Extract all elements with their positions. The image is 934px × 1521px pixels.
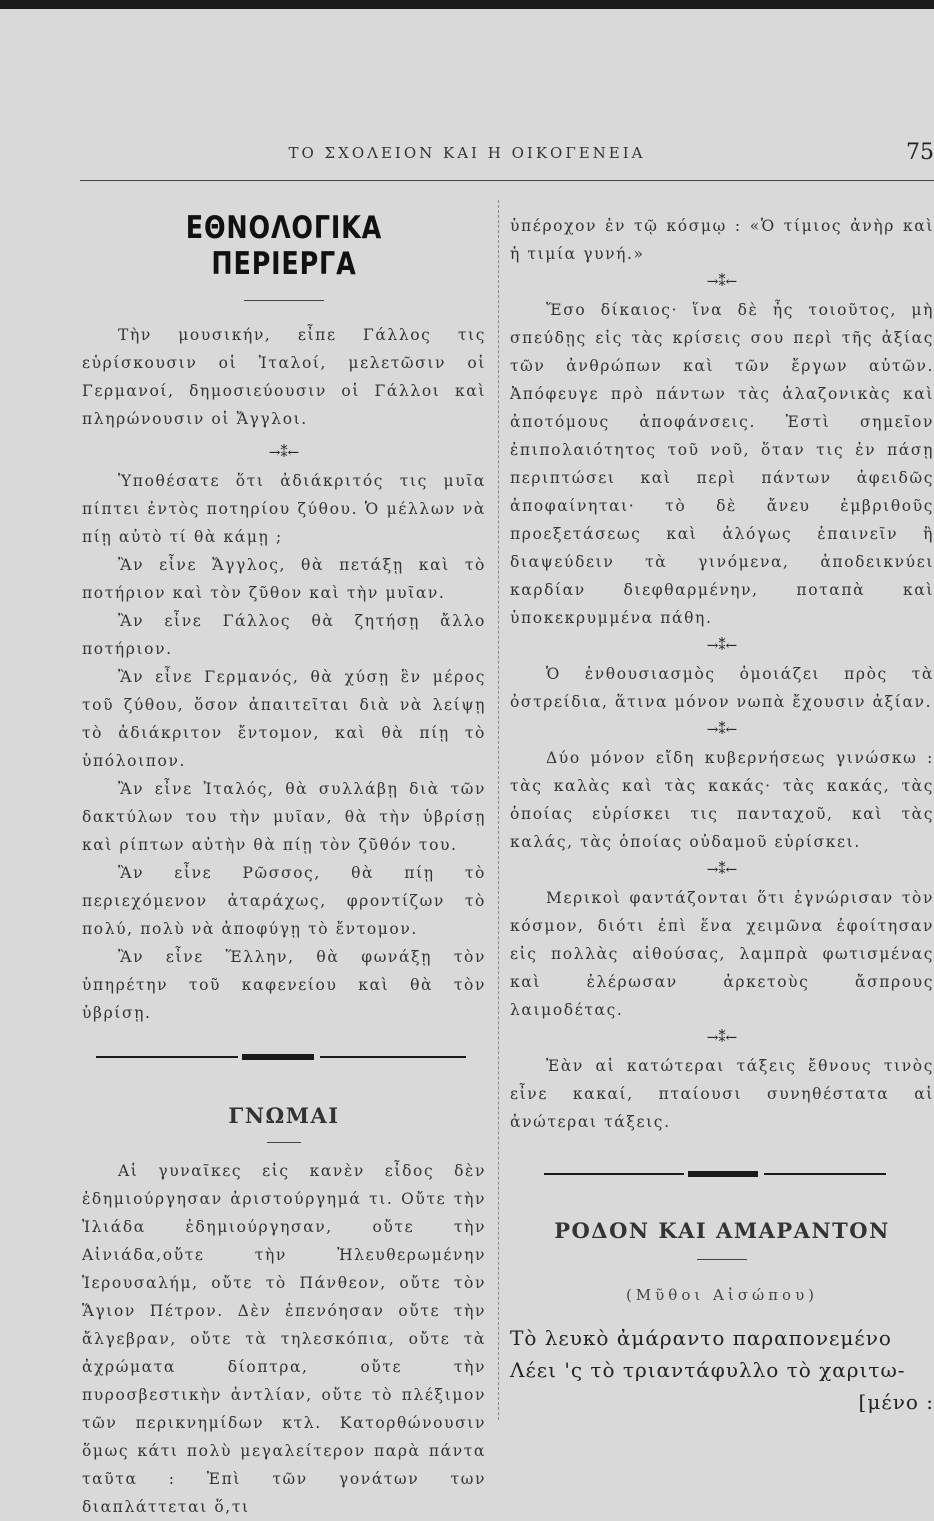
fable-subtitle: (Μῦθοι Αἰσώπου) <box>625 1286 819 1304</box>
title-underline <box>244 300 324 301</box>
section-title-rose-and-amaranth: ΡΟΔΟΝ ΚΑΙ ΑΜΑΡΑΝΤΟΝ <box>554 1218 890 1243</box>
running-header-title: ΤΟ ΣΧΟΛΕΙΟΝ ΚΑΙ Η ΟΙΚΟΓΕΝΕΙΑ <box>288 144 646 162</box>
page-number: 75 <box>906 140 934 165</box>
paragraph-continuation: ὑπέροχον ἐν τῷ κόσμῳ : «Ὁ τίμιος ἀνὴρ καὶ ἡ τιμία γυνή.» <box>510 217 934 263</box>
paragraph: Ἂν εἶνε Γερμανός, θὰ χύσῃ ἓν μέρος τοῦ ζύθου, ὅσον ἀπαιτεῖται διὰ νὰ λείψῃ τὸ ἀδιάκριτον ἔντομον, καὶ θὰ πίῃ τὸ ὑπόλοιπον. <box>82 668 486 770</box>
paragraph: Ἂν εἶνε Γάλλος θὰ ζητήσῃ ἄλλο ποτήριον. <box>82 612 486 658</box>
maxim-paragraph: Ἔσο δίκαιος· ἵνα δὲ ἦς τοιοῦτος, μὴ σπεύδῃς εἰς τὰς κρίσεις σου περὶ τῆς ἀξίας τῶν ἀνθρώπων καὶ τῶν ἔργων αὐτῶν. Ἀπόφευγε πρὸ πάντων τὰς ἀλαζονικὰς καὶ ἀποτόμους ἀποφάνσεις. Ἐστὶ σημεῖον ἐπιπολαιότητος τοῦ νοῦ, ὅταν τις ἐν πάσῃ περιπτώσει καὶ περὶ πάντων ἀφειδῶς ἀποφαίνηται· τὸ δὲ ἄνευ ἐμβριθοῦς προεξετάσεως καὶ ἀλόγως ἐπαινεῖν ἢ διαψεύδειν τὰ γινόμενα, ἀποδεικνύει καρδίαν διεφθαρμένην, ποταπὰ καὶ ὑποκεκρυμμένα πάθη. <box>510 301 934 627</box>
paragraph: Ἂν εἶνε Ἄγγλος, θὰ πετάξῃ καὶ τὸ ποτήριον καὶ τὸν ζῦθον καὶ τὴν μυῖαν. <box>82 556 486 602</box>
header-rule <box>80 180 934 181</box>
poem-line: Λέει 'ς τὸ τριαντάφυλλο τὸ χαριτω- <box>510 1358 906 1382</box>
title-underline <box>697 1259 747 1260</box>
poem-line: Τὸ λευκὸ ἀμάραντο παραπονεμένο <box>510 1326 892 1350</box>
paragraph: Ἂν εἶνε Ἰταλός, θὰ συλλάβῃ διὰ τῶν δακτύλων του τὴν μυῖαν, θὰ τὴν ὑβρίσῃ καὶ ρίπτων αὐτὴν θὰ πίῃ τὸν ζῦθόν του. <box>82 780 486 854</box>
ornament-divider: →⁑← <box>706 638 738 654</box>
maxim-paragraph: Ἐὰν αἱ κατώτεραι τάξεις ἔθνους τινὸς εἶνε κακαί, πταίουσι συνηθέστατα αἱ ἀνώτεραι τάξεις. <box>510 1057 934 1131</box>
paragraph: Ἂν εἶνε Ἕλλην, θὰ φωνάξῃ τὸν ὑπηρέτην τοῦ καφενείου καὶ θὰ τὸν ὑβρίσῃ. <box>82 948 486 1022</box>
paragraph: Ἂν εἶνε Ρῶσσος, θὰ πίῃ τὸ περιεχόμενον ἀταράχως, φροντίζων τὸ πολύ, πολὺ νὰ ἀποφύγῃ τὸ ἔντομον. <box>82 864 486 938</box>
right-column <box>510 200 934 1418</box>
title-underline <box>267 1142 301 1143</box>
section-title-ethnological-curiosities: ΕΘΝΟΛΟΓΙΚΑ ΠΕΡΙΕΡΓΑ <box>185 210 383 282</box>
ornament-divider: →⁑← <box>706 722 738 738</box>
page-top-edge <box>0 0 934 9</box>
left-column <box>82 200 486 1521</box>
maxim-paragraph: Δύο μόνον εἴδη κυβερνήσεως γινώσκω : τὰς καλὰς καὶ τὰς κακάς· τὰς κακάς, τὰς ὁποίας εὑρίσκει τις πανταχοῦ, καὶ τὰς καλάς, τὰς ὁποίας οὐδαμοῦ εὑρίσκει. <box>510 749 934 851</box>
maxim-paragraph: Μερικοὶ φαντάζονται ὅτι ἐγνώρισαν τὸν κόσμον, διότι ἐπὶ ἕνα χειμῶνα ἐφοίτησαν εἰς πολλὰς αἰθούσας, λαμπρὰ φωτισμένας καὶ ἐλέρωσαν ἀρκετοὺς ἄσπρους λαιμοδέτας. <box>510 889 934 1019</box>
paragraph: Ὑποθέσατε ὅτι ἀδιάκριτός τις μυῖα πίπτει ἐντὸς ποτηρίου ζύθου. Ὁ μέλλων νὰ πίῃ αὐτὸ τί θὰ κάμῃ ; <box>82 472 486 546</box>
paragraph-intro: Τὴν μουσικήν, εἶπε Γάλλος τις εὑρίσκουσιν οἱ Ἰταλοί, μελετῶσιν οἱ Γερμανοί, δημοσιεύουσιν οἱ Γάλλοι καὶ πληρώνουσιν οἱ Ἄγγλοι. <box>82 326 486 428</box>
ornament-divider: →⁑← <box>268 445 300 461</box>
section-separator-rule <box>510 1170 934 1178</box>
column-divider <box>498 200 500 1420</box>
paragraph-women: Αἱ γυναῖκες εἰς κανὲν εἶδος δὲν ἐδημιούργησαν ἀριστούργημά τι. Οὔτε τὴν Ἰλιάδα ἐδημιούργησαν, οὔτε τὴν Αἰνιάδα,οὔτε τὴν Ἠλευθερωμένην Ἱερουσαλήμ, οὔτε τὸ Πάνθεον, οὔτε τὸν Ἅγιον Πέτρον. Δὲν ἐπενόησαν οὔτε τὴν ἄλγεβραν, οὔτε τὰ τηλεσκόπια, οὔτε τὰ ἀχρώματα δίοπτρα, οὔτε τὴν πυροσβεστικὴν ἀντλίαν, οὔτε τὸ πλέξιμον τῶν περικνημίδων κτλ. Κατορθώνουσιν ὅμως κάτι πολὺ μεγαλείτερον παρὰ πάντα ταῦτα : Ἐπὶ τῶν γονάτων των διαπλάττεται ὅ,τι <box>82 1162 486 1516</box>
maxim-paragraph: Ὁ ἐνθουσιασμὸς ὁμοιάζει πρὸς τὰ ὀστρείδια, ἅτινα μόνον νωπὰ ἔχουσιν ἀξίαν. <box>510 665 934 711</box>
ornament-divider: →⁑← <box>706 1030 738 1046</box>
poem-line: [μένο : <box>858 1390 934 1414</box>
ornament-divider: →⁑← <box>706 274 738 290</box>
section-title-maxims: ΓΝΩΜΑΙ <box>228 1103 340 1128</box>
ornament-divider: →⁑← <box>706 862 738 878</box>
section-separator-rule <box>82 1053 486 1061</box>
